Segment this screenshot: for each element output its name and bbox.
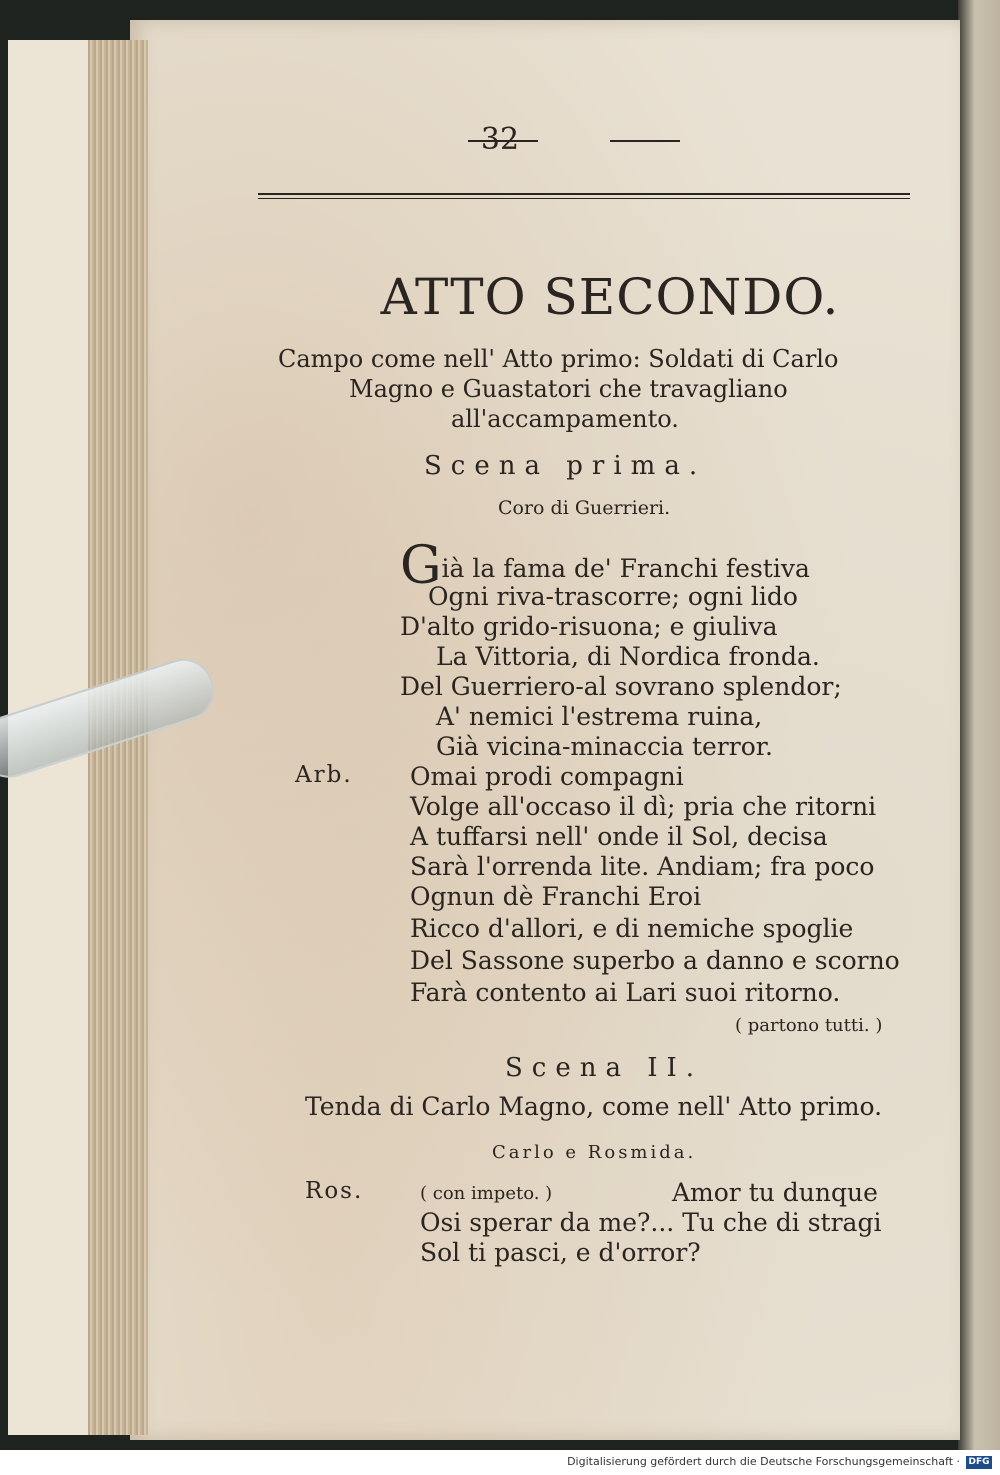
dfg-logo: DFG xyxy=(966,1456,992,1469)
setting-line-3: all'accampamento. xyxy=(451,405,679,433)
ros-direction: ( con impeto. ) xyxy=(420,1183,553,1204)
scene-2-setting: Tenda di Carlo Magno, come nell' Atto primo. xyxy=(305,1092,883,1121)
stage-direction: ( partono tutti. ) xyxy=(735,1015,883,1036)
chorus-label: Coro di Guerrieri. xyxy=(498,497,671,519)
setting-line-1: Campo come nell' Atto primo: Soldati di Carlo xyxy=(278,345,839,373)
verse-line-5: Del Guerriero-al sovrano splendor; xyxy=(400,672,842,701)
act-title: ATTO SECONDO. xyxy=(380,268,840,326)
dropcap: G xyxy=(400,536,442,596)
verse-line-1: Già la fama de' Franchi festiva xyxy=(400,536,810,596)
verse-line-4: La Vittoria, di Nordica fronda. xyxy=(436,642,820,671)
speaker-ros: Ros. xyxy=(305,1178,364,1204)
verse-line-7: Già vicina-minaccia terror. xyxy=(436,732,773,761)
speech-line-7: Del Sassone superbo a danno e scorno xyxy=(410,946,900,975)
ros-line-3: Sol ti pasci, e d'orror? xyxy=(420,1238,701,1267)
header-rule-thin xyxy=(258,198,910,199)
speech-line-2: Volge all'occaso il dì; pria che ritorni xyxy=(410,792,877,821)
page-number-dash-right xyxy=(610,140,680,142)
footer-credit: Digitalisierung gefördert durch die Deutsche Forschungsgemeinschaft · xyxy=(567,1455,960,1468)
page-number: 32 xyxy=(480,122,520,157)
speaker-arb: Arb. xyxy=(295,762,353,788)
setting-line-2: Magno e Guastatori che travagliano xyxy=(349,375,788,403)
scene-heading: Scena prima. xyxy=(424,451,707,481)
speech-line-6: Ricco d'allori, e di nemiche spoglie xyxy=(410,914,854,943)
verse-line-3: D'alto grido-risuona; e giuliva xyxy=(400,612,778,641)
next-page-edge xyxy=(958,0,1000,1450)
speech-line-8: Farà contento ai Lari suoi ritorno. xyxy=(410,978,841,1007)
ros-line-2: Osi sperar da me?... Tu che di stragi xyxy=(420,1208,882,1237)
ros-line-1: Amor tu dunque xyxy=(672,1178,878,1207)
speech-line-5: Ognun dè Franchi Eroi xyxy=(410,882,702,911)
speech-line-3: A tuffarsi nell' onde il Sol, decisa xyxy=(410,822,828,851)
speech-line-1: Omai prodi compagni xyxy=(410,762,684,791)
scene-2-persons: Carlo e Rosmida. xyxy=(492,1142,697,1163)
speech-line-4: Sarà l'orrenda lite. Andiam; fra poco xyxy=(410,852,875,881)
verse-line-2: Ogni riva-trascorre; ogni lido xyxy=(428,582,798,611)
header-rule xyxy=(258,193,910,195)
scene-2-heading: Scena II. xyxy=(505,1053,704,1083)
verse-line-6: A' nemici l'estrema ruina, xyxy=(436,702,763,731)
